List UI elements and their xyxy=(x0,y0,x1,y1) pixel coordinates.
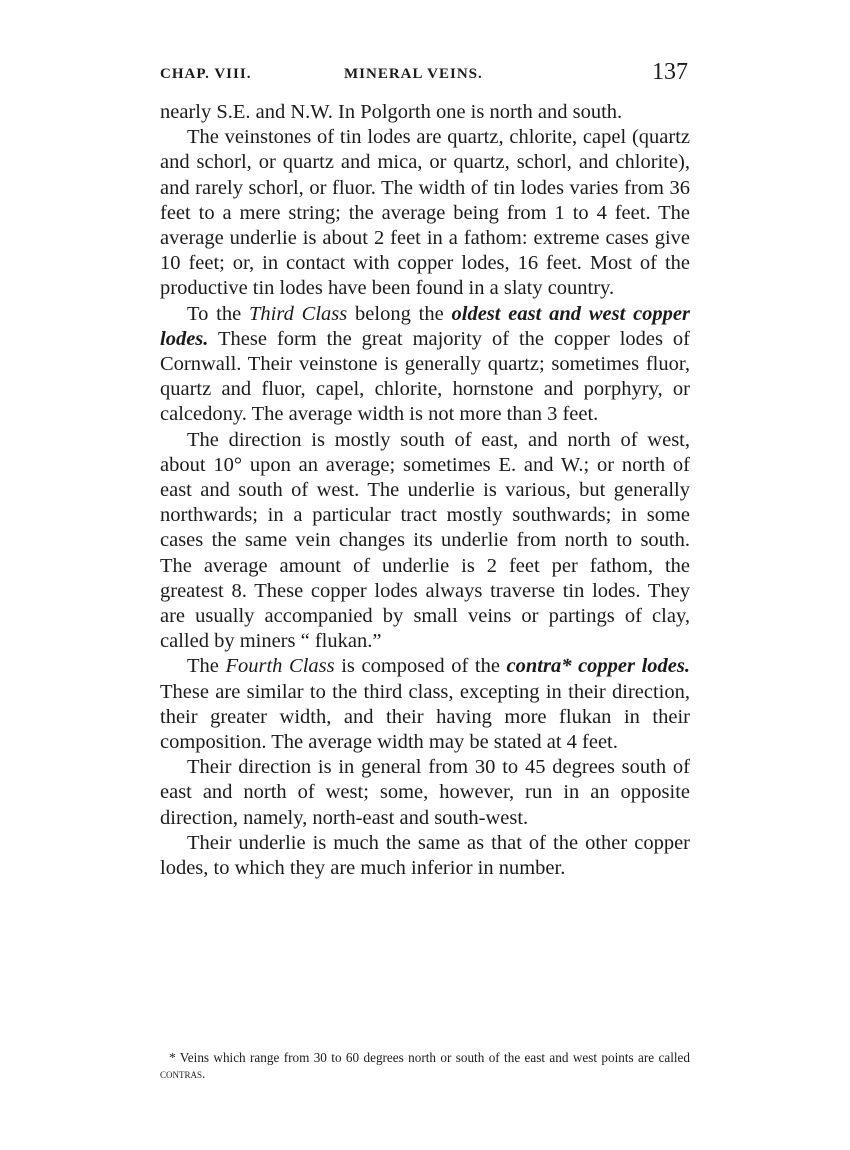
footnote-body: * Veins which range from 30 to 60 degrees north or south of the east and west points are called xyxy=(169,1050,690,1065)
italic-term: Fourth Class xyxy=(225,655,335,678)
body-text xyxy=(160,100,690,881)
paragraph-text: is composed of the xyxy=(334,655,507,678)
paragraph xyxy=(160,831,690,881)
paragraph-text: The veinstones of tin lodes are quartz, chlorite, capel (quartz and schorl, or quartz and mica, or quartz, schorl, and chlorite), and rarely schorl, or fluor. The width of tin lodes varies from 36 feet to a mere string; the average being from 1 to 4 feet. The average underlie is about 2 feet in a fathom: extreme cases give 10 feet; or, in contact with copper lodes, 16 feet. Most of the productive tin lodes have been found in a slaty country. xyxy=(160,126,690,300)
italic-term: contra* copper lodes. xyxy=(506,655,690,678)
italic-term: Third Class xyxy=(249,302,348,325)
paragraph-text: The xyxy=(187,655,226,678)
paragraph-text: These are similar to the third class, excepting in their direction, their greater width, and their having more flukan in their composition. The average width may be stated at 4 feet. xyxy=(160,680,690,754)
paragraph-text: nearly S.E. and N.W. In Polgorth one is north and south. xyxy=(160,101,623,123)
italic-term: oldest east and west copper lodes. xyxy=(160,302,691,350)
paragraph xyxy=(160,125,690,301)
paragraph-text: Their direction is in general from 30 to 45 degrees south of east and north of west; some, however, run in an opposite direction, namely, north-east and south-west. xyxy=(160,756,690,829)
paragraph xyxy=(160,100,690,125)
running-title: MINERAL VEINS. xyxy=(344,66,483,82)
footnote xyxy=(160,1050,690,1082)
paragraph-text: The direction is mostly south of east, and north of west, about 10° upon an average; sometimes E. and W.; or north of east and south of west. The underlie is various, but generally northwards; in a particular tract mostly southwards; in some cases the same vein changes its underlie from north to south. The average amount of underlie is 2 feet per fathom, the greatest 8. These copper lodes always traverse tin lodes. They are usually accompanied by small veins or partings of clay, called by miners “ flukan.” xyxy=(160,428,690,653)
footnote-term: contras. xyxy=(160,1066,206,1081)
paragraph xyxy=(160,428,690,655)
paragraph-text: belong the xyxy=(347,302,452,325)
paragraph xyxy=(160,302,690,428)
page-number: 137 xyxy=(652,59,688,85)
running-header xyxy=(160,59,688,88)
paragraph xyxy=(160,654,690,755)
paragraph xyxy=(160,755,690,831)
chapter-label: CHAP. VIII. xyxy=(160,66,252,82)
paragraph-text: To the xyxy=(187,302,250,325)
paragraph-text: These form the great majority of the copper lodes of Cornwall. Their veinstone is generally quartz; sometimes fluor, quartz and fluor, capel, chlorite, hornstone and porphyry, or calcedony. The average width is not more than 3 feet. xyxy=(160,327,690,426)
footnote-text xyxy=(160,1050,690,1082)
paragraph-text: Their underlie is much the same as that of the other copper lodes, to which they are much inferior in number. xyxy=(160,831,690,880)
